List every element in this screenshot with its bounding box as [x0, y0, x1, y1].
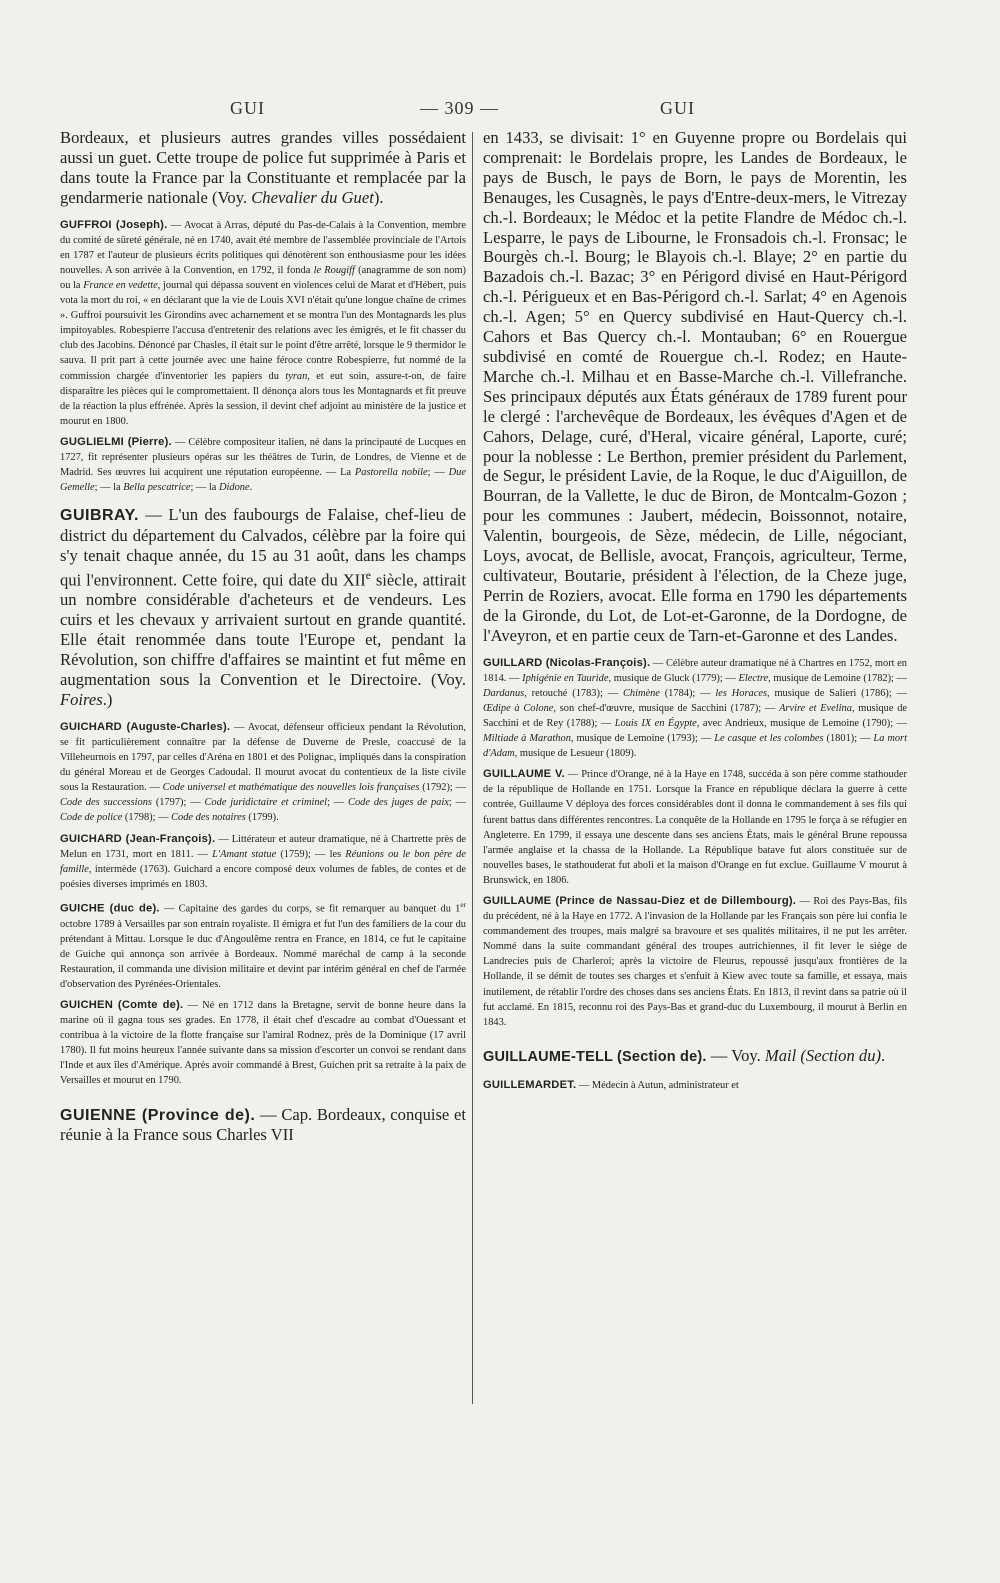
right-column: [483, 128, 907, 1093]
headword: GUICHE (duc de).: [60, 902, 160, 915]
entry-guillaume-nassau: GUILLAUME (Prince de Nassau-Diez et de Dillembourg). — Roi des Pays-Bas, fils du précédent, né à la Haye en 1772. A l'invasion de la Hollande par les Français son père lui confia le commandement des troupes, mais malgré sa bravoure et ses qualités militaires, il ne put les arrêter. Nommé dans la suite commandant général des troupes autrichiennes, il fit lever le siège de Landrecies puis de Charleroi; après la victoire de Fleurus, repoussé jusqu'aux frontières de la Hollande, il se démit de toutes ses charges et s'enfuit à Kiew avec toute sa famille, et essaya, mais inutilement, de rétablir l'ordre des choses dans ses anciens États. En 1813, il revint dans sa patrie où il fut acclamé. En 1815, reconnu roi des Pays-Bas et grand-duc du Luxembourg, il mourut à Berlin en 1843.: [483, 894, 907, 1028]
entry-guet-continuation: Bordeaux, et plusieurs autres grandes villes possédaient aussi un guet. Cette troupe de police fut supprimée à Paris et dans toute la France par la Constituante et remplacée par la gendarmerie nationale (Voy. Chevalier du Guet).: [60, 128, 466, 207]
headword: GUILLAUME (Prince de Nassau-Diez et de Dillembourg).: [483, 894, 797, 907]
column-divider: [472, 132, 473, 1404]
headword: GUICHEN (Comte de).: [60, 998, 184, 1011]
entry-guffroi: GUFFROI (Joseph). — Avocat à Arras, député du Pas-de-Calais à la Convention, membre du comité de sûreté générale, né en 1740, avait été membre de l'assemblée provinciale de l'Artois en 1787 et l'auteur de plusieurs écrits politiques qui dénotèrent son enthousiasme pour les idées nouvelles. A son arrivée à la Convention, en 1792, il fonda le Rougiff (anagramme de son nom) ou la France en vedette, journal qui dépassa souvent en violences celui de Marat et d'Hébert, puis vota la mort du roi, « en déclarant que la vie de Louis XVI n'était qu'une longue chaîne de crimes ». Guffroi poursuivit les Girondins avec acharnement et se montra l'un des Montagnards les plus impitoyables. Robespierre l'accusa d'entretenir des relations avec les émigrés, et le fit chasser du club des Jacobins. Dénoncé par Chasles, il était sur le point d'être arrêté, lorsque le 9 thermidor le sauva. Il prit part à cette journée avec une haine féroce contre Robespierre, fut nommé de la commission chargée d'inventorier les papiers du tyran, et eut soin, assure-t-on, de faire disparaître les pièces qui le compromettaient. Il dénonça alors tous les Montagnards et fit preuve de la réaction la plus effrénée. Après la session, il devint chef adjoint au ministère de la justice et mourut en 1800.: [60, 218, 466, 427]
headword: GUFFROI (Joseph).: [60, 218, 168, 231]
entry-guichard-auguste: GUICHARD (Auguste-Charles). — Avocat, défenseur officieux pendant la Révolution, se fit particulièrement connaître par la défense de Duverne de Presle, coaccusé de la Villeheurnois en 1797, par celles d'Aréna en 1801 et des Polignac, impliqués dans la conspiration du général Moreau et de Georges Cadoudal. Il mourut avocat du contentieux de la liste civile sous la Restauration. — Code universel et mathématique des nouvelles lois françaises (1792); — Code des successions (1797); — Code juridictaire et criminel; — Code des juges de paix; — Code de police (1798); — Code des notaires (1799).: [60, 720, 467, 824]
headword: GUILLAUME-TELL (Section de).: [483, 1048, 707, 1065]
header-left-guide-word: GUI: [230, 98, 265, 118]
entry-guichard-jean-francois: GUICHARD (Jean-François). — Littérateur et auteur dramatique, né à Chartrette près de Melun en 1731, mort en 1811. — L'Amant statue (1759); — les Réunions ou le bon père de famille, intermède (1763). Guichard a encore composé deux volumes de fables, de contes et de poésies diverses imprimés en 1803.: [60, 832, 466, 890]
headword: GUILLAUME V.: [483, 768, 565, 781]
headword: GUIBRAY.: [60, 507, 139, 525]
headword: GUICHARD (Auguste-Charles).: [60, 720, 231, 733]
entry-guillaume-tell: GUILLAUME-TELL (Section de). — Voy. Mail (Section du).: [483, 1045, 886, 1065]
entry-guiche: GUICHE (duc de). — Capitaine des gardes du corps, se fit remarquer au banquet du 1er octobre 1789 à Versailles par son entrain royaliste. Il émigra et fut l'un des familiers de la cour du prétendant à Mittau. Lorsque le duc d'Angoulême rentra en France, en 1814, ce fut le capitaine de Guiche qui annonça son arrivée à Bordeaux. Nommé maréchal de camp à la seconde Restauration, il commanda une division militaire et devint par intérim général en chef de l'armée d'observation des Pyrénées-Orientales.: [60, 900, 466, 990]
entry-guichen: GUICHEN (Comte de). — Né en 1712 dans la Bretagne, servit de bonne heure dans la marine où il gagna tous ses grades. En 1778, il était chef d'escadre au combat d'Ouessant et contribua à la victoire de la flotte française sur l'amiral Rodnez, près de la Dominique (17 avril 1780). Il fut moins heureux l'année suivante dans sa mission d'escorter un convoi se rendant dans l'Inde et aux îles d'Amérique. Après avoir commandé à Brest, Guichen prit sa retraite à la paix de Versailles et mourut en 1790.: [60, 998, 467, 1087]
page-number: — 309 —: [420, 98, 499, 118]
entry-guglielmi: GUGLIELMI (Pierre). — Célèbre compositeur italien, né dans la principauté de Lucques en 1727, fit représenter plusieurs opéras sur les théâtres de Turin, de Londres, de Vienne et de Madrid. Ses œuvres lui acquirent une réputation européenne. — La Pastorella nobile; — Due Gemelle; — la Bella pescatrice; — la Didone.: [60, 435, 467, 494]
entry-guienne-continuation: en 1433, se divisait: 1° en Guyenne propre ou Bordelais qui comprenait: le Bordelais propre, les Landes de Bordeaux, le pays de Busch, le pays de Born, le pays de Morentin, les Benauges, les Cusagnès, le pays d'Entre-deux-mers, le Vitrezay ch.-l. Bordeaux; le Médoc et la petite Flandre de Médoc ch.-l. Lesparre, le pays de Libourne, le Fronsadois ch.-l. Fronsac; le Bourgès ch.-l. Bourg; le Blayois ch.-l. Blaye; 2° en partie du Bazadois ch.-l. Bazac; 3° en Périgord divisé en Haut-Périgord ch.-l. Périgueux et en Bas-Périgord ch.-l. Sarlat; 4° en Agenois ch.-l. Agen; 5° en Quercy subdivisé en Haut-Quercy ch.-l. Cahors et Bas Quercy ch.-l. Montauban; 6° en Rouergue subdivisé en comté de Rouergue ch.-l. Rodez; en Haute-Marche ch.-l. Milhau et en Basse-Marche ch.-l. Villefranche. Ses principaux députés aux États généraux de 1789 furent pour le clergé : l'archevêque de Bordeaux, les évêques d'Agen et de Cahors, Delage, curé, d'Heral, vicaire général, Laporte, curé; pour la noblesse : Le Berthon, premier président du Parlement, de Segur, le président Lavie, de la Roque, le duc d'Aiguillon, de Bourran, de la Vallette, le duc de Biron, de Montcalm-Gozon ; pour les communes : Jaubert, médecin, Boissonnot, notaire, Valentin, bourgeois, de Sèze, médecin, de Lille, négociant, Loys, avocat, de Bellisle, avocat, François, agriculteur, Terme, cultivateur, Boutarie, président à l'élection, de la Cheze juge, Perrin de Roziers, avocat. Elle forma en 1790 les départements de la Gironde, du Lot, de Lot-et-Garonne, de la Dordogne, de l'Aveyron, et en partie ceux de Tarn-et-Garonne et des Landes.: [483, 128, 907, 645]
headword: GUGLIELMI (Pierre).: [60, 435, 172, 448]
headword: GUILLEMARDET.: [483, 1078, 577, 1091]
headword: GUILLARD (Nicolas-François).: [483, 656, 651, 669]
left-column: [60, 128, 466, 1145]
entry-guibray: GUIBRAY. — L'un des faubourgs de Falaise, chef-lieu de district du département du Calvados, célèbre par la foire qui s'y tenait chaque année, du 15 au 31 août, dans les champs qui l'environnent. Cette foire, qui date du XIIe siècle, attirait un nombre considérable d'acheteurs et de vendeurs. Les cuirs et les chevaux y arrivaient surtout en grande quantité. Elle était renommée dans toute l'Europe et, pendant la Révolution, son chiffre d'affaires se maintint et fut même en augmentation sous la Convention et le Directoire. (Voy. Foires.): [60, 505, 466, 709]
entry-guillaume-v: GUILLAUME V. — Prince d'Orange, né à la Haye en 1748, succéda à son père comme stathouder de la république de Hollande en 1751. Lorsque la France en république déclara la guerre à cette contrée, Guillaume V déploya des forces considérables dont il donna le commandement à ses fils qui furent battus dans différentes rencontres. La conquête de la Hollande en 1795 le força à se réfugier en Angleterre. En 1799, il essaya une descente dans ses anciens États, mais le général Brune repoussa l'armée anglaise et la chassa de la Hollande. La République batave fut alors constituée sur de nouvelles bases, le stathouderat fut aboli et la maison d'Orange en fut exclue. Guillaume V mourut à Brunswick, en 1806.: [483, 768, 907, 886]
headword: GUICHARD (Jean-François).: [60, 832, 216, 845]
entry-guienne: GUIENNE (Province de). — Cap. Bordeaux, conquise et réunie à la France sous Charles VII: [60, 1104, 466, 1145]
headword: GUIENNE (Province de).: [60, 1106, 256, 1124]
header-right-guide-word: GUI: [660, 98, 695, 118]
entry-guillemardet: GUILLEMARDET. — Médecin à Autun, administrateur et: [483, 1078, 739, 1091]
entry-guillard: GUILLARD (Nicolas-François). — Célèbre auteur dramatique né à Chartres en 1752, mort en 1814. — Iphigénie en Tauride, musique de Gluck (1779); — Electre, musique de Lemoine (1782); — Dardanus, retouché (1783); — Chimène (1784); — les Horaces, musique de Salieri (1786); — Œdipe à Colone, son chef-d'œuvre, musique de Sacchini (1787); — Arvire et Evelina, musique de Sacchini et de Rey (1788); — Louis IX en Égypte, avec Andrieux, musique de Lemoine (1790); — Miltiade à Marathon, musique de Lemoine (1793); — Le casque et les colombes (1801); — La mort d'Adam, musique de Lesueur (1809).: [483, 656, 908, 760]
